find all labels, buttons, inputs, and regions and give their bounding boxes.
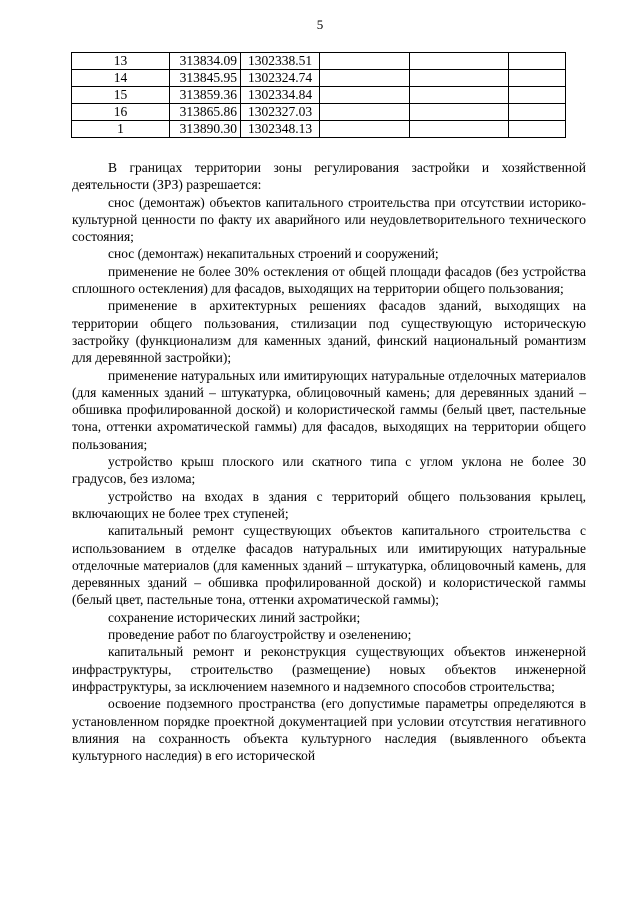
empty-cell [320,53,410,70]
x-coordinate-cell: 313865.86 [170,104,241,121]
table-row [72,70,566,87]
empty-cell [410,70,509,87]
coordinates-table [71,52,566,138]
empty-cell [320,104,410,121]
intro-paragraph: В границах территории зоны регулирования застройки и хозяйственной деятельности (ЗРЗ) разрешается: [72,160,586,193]
document-body [72,159,586,764]
x-coordinate-cell: 313890.30 [170,121,241,138]
y-coordinate-cell: 1302348.13 [241,121,320,138]
list-item: устройство крыш плоского или скатного типа с углом уклона не более 30 градусов, без излома; [72,454,586,487]
empty-cell [320,87,410,104]
x-coordinate-cell: 313845.95 [170,70,241,87]
empty-cell [509,70,566,87]
empty-cell [509,53,566,70]
empty-cell [509,121,566,138]
table-row [72,53,566,70]
list-item: проведение работ по благоустройству и озеленению; [108,627,412,643]
page-number: 5 [316,17,324,32]
table-row [72,104,566,121]
y-coordinate-cell: 1302334.84 [241,87,320,104]
list-item: снос (демонтаж) некапитальных строений и сооружений; [108,246,439,262]
list-item: устройство на входах в здания с территорий общего пользования крылец, включающих не более трех ступеней; [72,488,586,521]
y-coordinate-cell: 1302324.74 [241,70,320,87]
y-coordinate-cell: 1302327.03 [241,104,320,121]
list-item: снос (демонтаж) объектов капитального строительства при отсутствии историко-культурной ценности по факту их аварийного или неудовлетворительного технического состояния; [72,194,586,245]
x-coordinate-cell: 313834.09 [170,53,241,70]
empty-cell [320,121,410,138]
list-item: применение натуральных или имитирующих натуральные отделочных материалов (для каменных зданий – штукатурка, облицовочный камень; для деревянных зданий – обшивка профилированной доской) и колористической гаммы (белый цвет, пастельные тона, оттенки ахроматической гаммы) для фасадов, выходящих на территории общего пользования; [72,367,586,452]
y-coordinate-cell: 1302338.51 [241,53,320,70]
list-item: применение не более 30% остекления от общей площади фасадов (без устройства сплошного остекления) для фасадов, выходящих на территории общего пользования; [72,263,586,297]
point-number-cell: 15 [72,87,170,104]
list-item: освоение подземного пространства (его допустимые параметры определяются в установленном порядке проектной документацией при условии отсутствия негативного влияния на сохранность объекта культурного наследия (выявленного объекта культурного наследия) в его исторической [72,696,586,764]
point-number-cell: 13 [72,53,170,70]
list-item: применение в архитектурных решениях фасадов зданий, выходящих на территории общего пользования, стилизации под существующую историческую застройку (функционализм для каменных зданий, финский национальный романтизм для деревянной застройки); [72,298,586,366]
empty-cell [320,70,410,87]
x-coordinate-cell: 313859.36 [170,87,241,104]
list-item: сохранение исторических линий застройки; [108,609,361,625]
table-row [72,87,566,104]
list-item: капитальный ремонт и реконструкция существующих объектов инженерной инфраструктуры, строительство (размещение) новых объектов инженерной инфраструктуры, за исключением наземного и надземного способов строительства; [72,644,586,694]
empty-cell [410,104,509,121]
empty-cell [509,87,566,104]
point-number-cell: 14 [72,70,170,87]
empty-cell [410,87,509,104]
table-row [72,121,566,138]
empty-cell [410,121,509,138]
point-number-cell: 1 [72,121,170,138]
point-number-cell: 16 [72,104,170,121]
empty-cell [410,53,509,70]
list-item: капитальный ремонт существующих объектов капитального строительства с использованием в отделке фасадов натуральных или имитирующих натуральные отделочные материалов (для каменных зданий – штукатурка, облицовочный камень, для деревянных зданий – обшивка профилированной доской) и колористической гаммы (белый цвет, пастельные тона, оттенки ахроматической гаммы); [72,523,586,608]
empty-cell [509,104,566,121]
